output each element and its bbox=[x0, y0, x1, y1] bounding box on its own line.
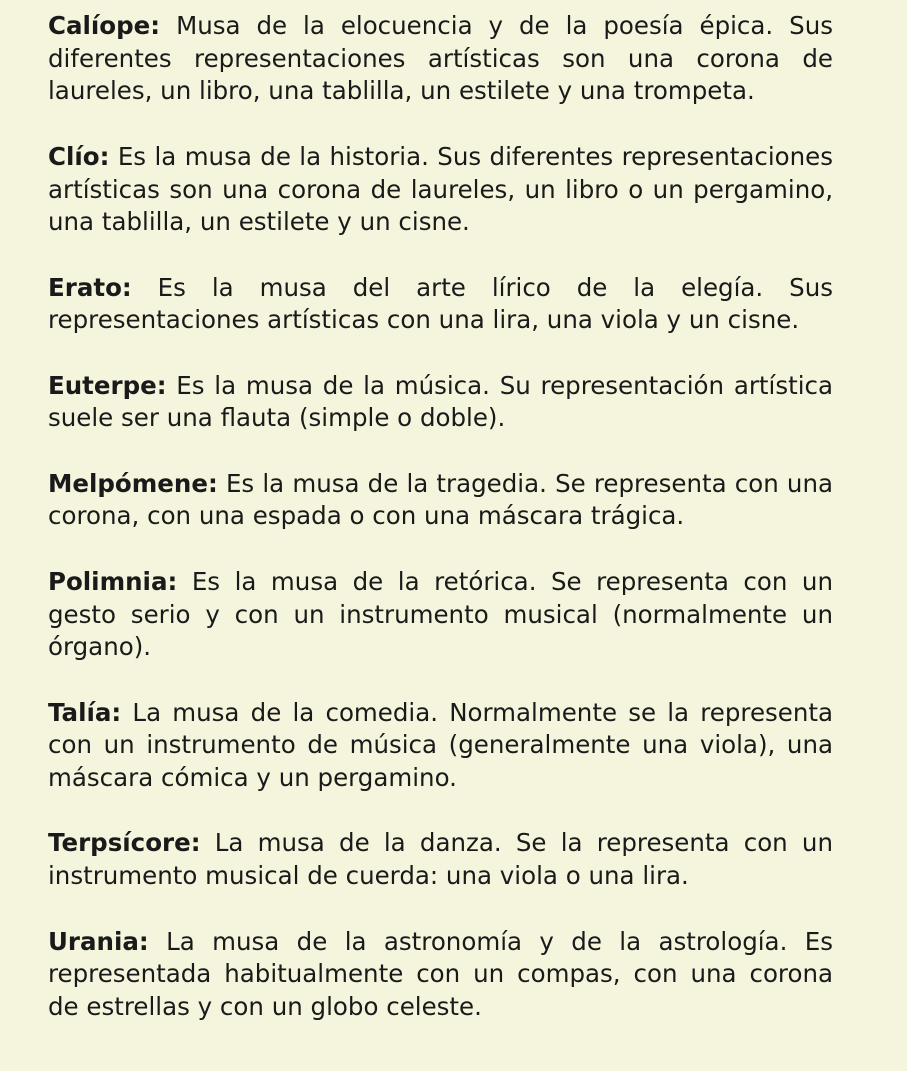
entry-caliope bbox=[48, 10, 833, 108]
entry-terpsicore bbox=[48, 827, 833, 892]
entry-text: La musa de la astronomía y de la astrología. Es representada habitualmente con un compas, con una corona de estrellas y con un globo celeste. bbox=[48, 926, 833, 1021]
entry-melpomene bbox=[48, 468, 833, 533]
entry-term: Erato: bbox=[48, 272, 132, 302]
entry-text: La musa de la comedia. Normalmente se la representa con un instrumento de música (generalmente una viola), una máscara cómica y un pergamino. bbox=[48, 697, 834, 793]
entry-text: Es la musa de la historia. Sus diferentes representaciones artísticas son una corona de laureles, un libro o un pergamino, una tablilla, un estilete y un cisne. bbox=[48, 141, 833, 237]
entry-text: Musa de la elocuencia y de la poesía épica. Sus diferentes representaciones artísticas son una corona de laureles, un libro, una tablilla, un estilete y una trompeta. bbox=[48, 11, 833, 106]
entry-euterpe bbox=[48, 370, 833, 435]
entry-term: Euterpe: bbox=[48, 370, 167, 400]
entry-polimnia bbox=[48, 566, 833, 664]
entry-erato bbox=[48, 272, 833, 337]
entry-talia bbox=[48, 697, 833, 795]
entry-text: La musa de la danza. Se la representa con un instrumento musical de cuerda: una viola o una lira. bbox=[48, 828, 833, 891]
entry-text: Es la musa de la retórica. Se representa con un gesto serio y con un instrumento musical (normalmente un órgano). bbox=[48, 566, 833, 662]
entry-term: Terpsícore: bbox=[48, 828, 201, 858]
entry-term: Polimnia: bbox=[48, 566, 178, 596]
entry-clio bbox=[48, 141, 833, 239]
entry-text: Es la musa de la tragedia. Se representa con una corona, con una espada o con una máscara trágica. bbox=[48, 468, 833, 531]
entry-text: Es la musa del arte lírico de la elegía. Sus representaciones artísticas con una lira, una viola y un cisne. bbox=[48, 272, 833, 335]
entry-urania bbox=[48, 926, 833, 1024]
entry-term: Talía: bbox=[48, 697, 122, 727]
entry-text: Es la musa de la música. Su representación artística suele ser una flauta (simple o doble). bbox=[48, 370, 833, 433]
entry-term: Melpómene: bbox=[48, 468, 218, 498]
entry-term: Urania: bbox=[48, 926, 149, 956]
entry-term: Clío: bbox=[48, 141, 110, 171]
entry-term: Calíope: bbox=[48, 11, 161, 40]
